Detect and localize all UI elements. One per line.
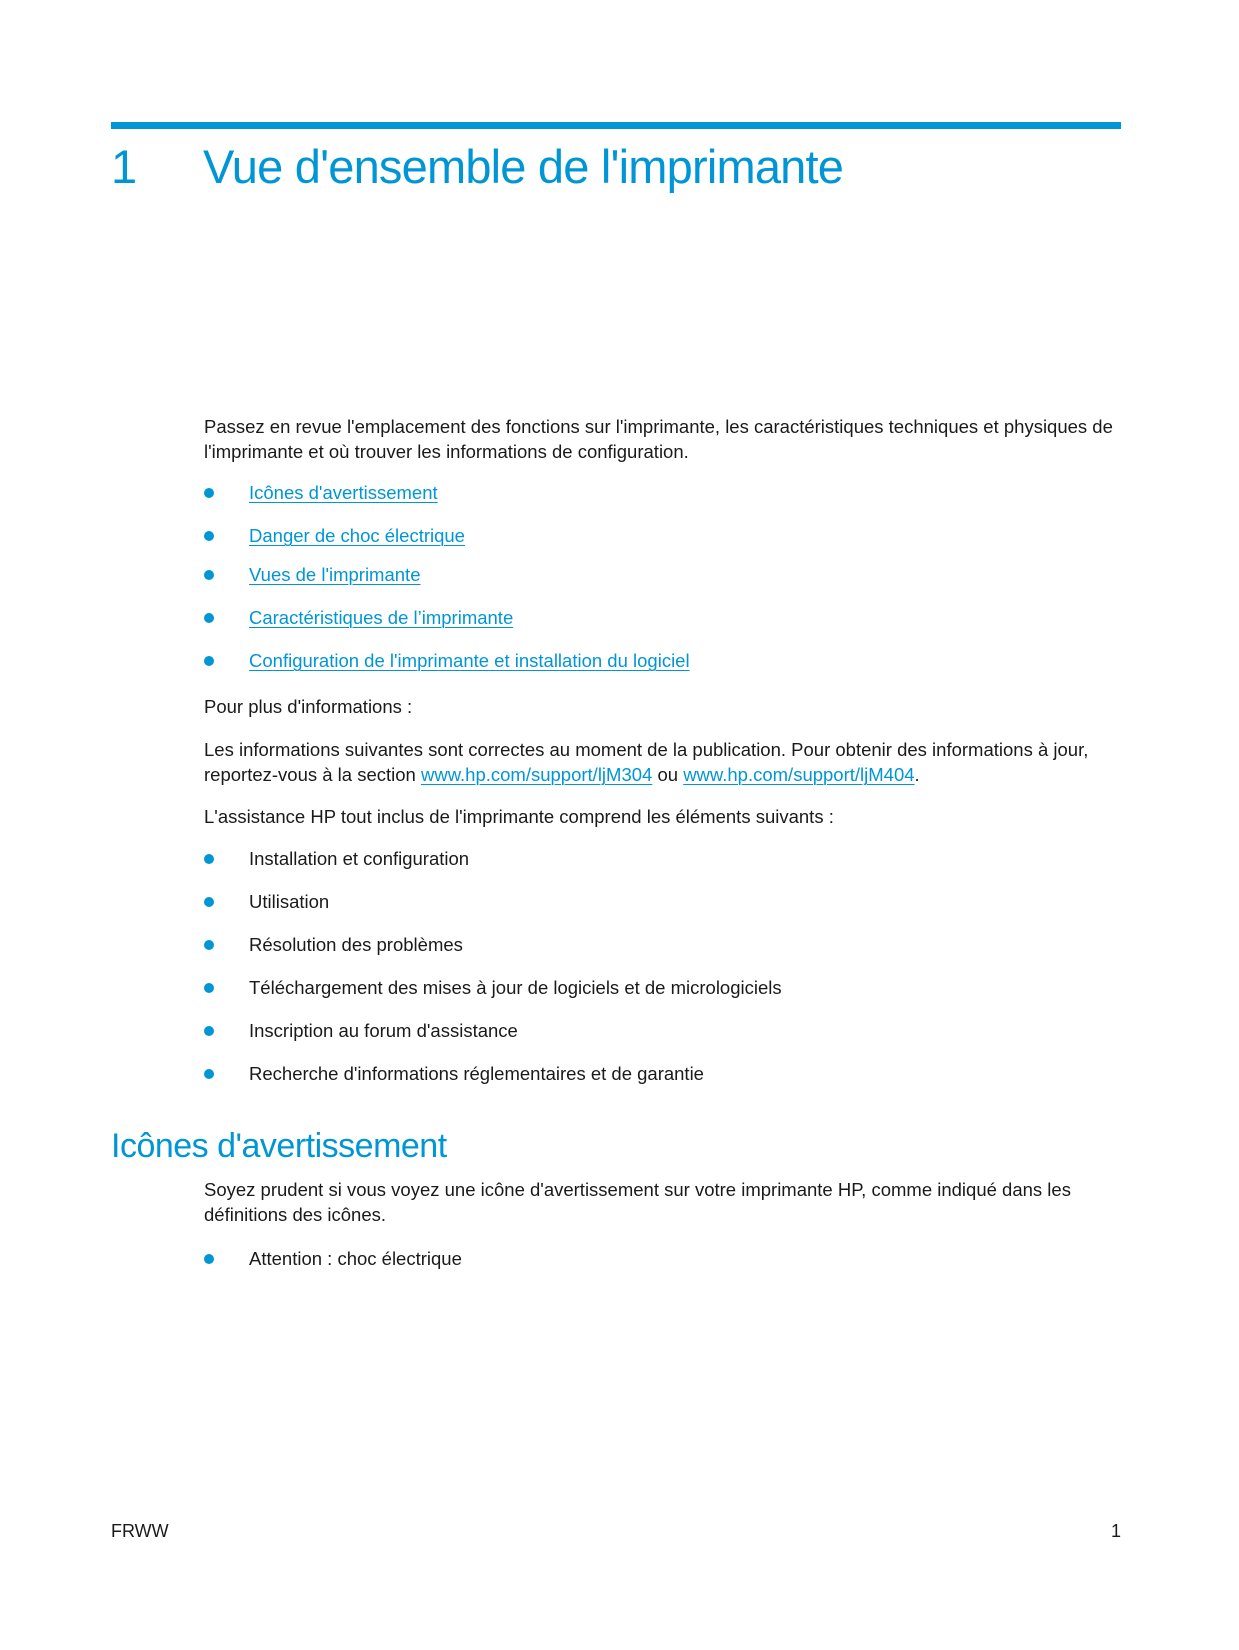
topic-link-printer-views[interactable]: Vues de l'imprimante (249, 564, 421, 585)
bullet-icon (204, 613, 214, 623)
chapter-title: Vue d'ensemble de l'imprimante (203, 140, 844, 193)
more-info-text: Les informations suivantes sont correctes au moment de la publication. Pour obtenir des informations à jour, reportez-vous à la section (204, 739, 1089, 785)
topic-link-specifications[interactable]: Caractéristiques de l’imprimante (249, 607, 514, 628)
bullet-icon (204, 854, 214, 864)
section-heading-warning-icons: Icônes d'avertissement (111, 1127, 447, 1165)
bullet-icon (204, 531, 214, 541)
more-info-or: ou (652, 764, 684, 785)
support-item-text: Utilisation (249, 891, 330, 912)
bullet-icon (204, 656, 214, 666)
support-intro: L'assistance HP tout inclus de l'imprimante comprend les éléments suivants : (204, 806, 834, 827)
bullet-icon (204, 570, 214, 580)
support-link-m304[interactable]: www.hp.com/support/ljM304 (420, 764, 653, 785)
intro-paragraph: Passez en revue l'emplacement des fonctions sur l'imprimante, les caractéristiques techniques et physiques de l'imprimante et où trouver les informations de configuration. (204, 416, 1113, 462)
more-info-period: . (914, 764, 920, 785)
chapter-number: 1 (111, 140, 137, 193)
support-item-text: Recherche d'informations réglementaires et de garantie (249, 1063, 704, 1084)
warning-item-text: Attention : choc électrique (249, 1248, 462, 1269)
topic-link-shock-hazard[interactable]: Danger de choc électrique (249, 525, 465, 546)
more-info-heading: Pour plus d'informations : (204, 696, 413, 717)
more-info-paragraph (204, 737, 1119, 787)
support-item-text: Téléchargement des mises à jour de logiciels et de micrologiciels (249, 977, 782, 998)
support-link-m404[interactable]: www.hp.com/support/ljM404 (683, 764, 915, 785)
footer-label: FRWW (111, 1521, 169, 1541)
bullet-icon (204, 1026, 214, 1036)
bullet-icon (204, 940, 214, 950)
bullet-icon (204, 897, 214, 907)
topic-link-warning-icons[interactable]: Icônes d'avertissement (249, 482, 438, 503)
warning-section-paragraph: Soyez prudent si vous voyez une icône d'avertissement sur votre imprimante HP, comme indiqué dans les définitions des icônes. (204, 1179, 1071, 1225)
support-item-text: Inscription au forum d'assistance (249, 1020, 518, 1041)
page-number: 1 (1110, 1521, 1121, 1541)
bullet-icon (204, 1069, 214, 1079)
bullet-icon (204, 488, 214, 498)
support-item-text: Installation et configuration (249, 848, 470, 869)
chapter-rule (111, 122, 1121, 129)
bullet-icon (204, 983, 214, 993)
bullet-icon (204, 1254, 214, 1264)
support-item-text: Résolution des problèmes (249, 934, 463, 955)
topic-link-setup[interactable]: Configuration de l'imprimante et installation du logiciel (249, 650, 690, 671)
